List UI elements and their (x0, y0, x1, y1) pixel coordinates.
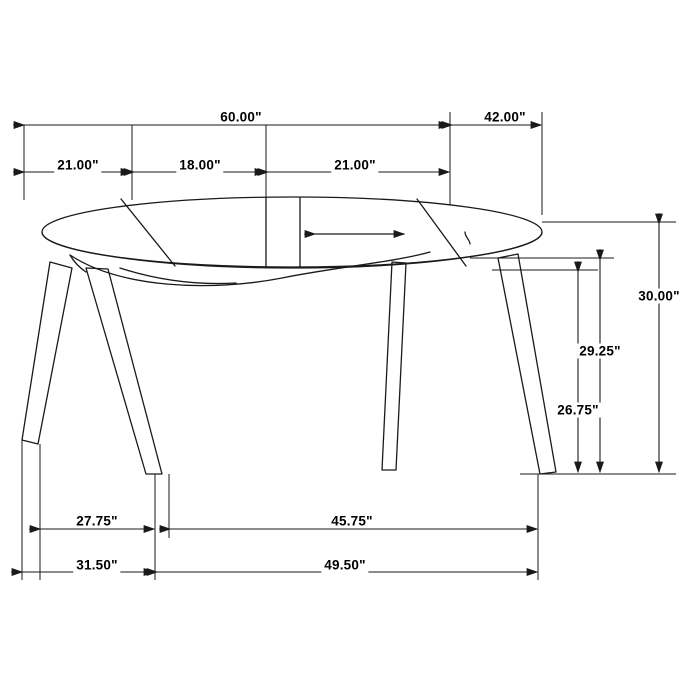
leg-rear-left (86, 268, 162, 474)
dimension-label-height-26-75: 26.75" (554, 403, 601, 418)
dimension-label-top-seg-21-left: 21.00" (54, 158, 101, 173)
table-outline-group (22, 197, 556, 474)
leg-center-right (382, 262, 406, 470)
dimension-label-base-49-50: 49.50" (321, 558, 368, 573)
leg-far-right (498, 254, 556, 474)
dimension-label-base-27-75: 27.75" (73, 514, 120, 529)
top-seam-right-curve (465, 232, 470, 244)
dimension-label-top-width-42: 42.00" (481, 110, 528, 125)
dimension-label-top-seg-18: 18.00" (176, 158, 223, 173)
apron-lower-edge (120, 268, 236, 283)
leg-front-left (22, 262, 72, 444)
dimension-label-height-30: 30.00" (635, 289, 682, 304)
dimension-label-base-45-75: 45.75" (328, 514, 375, 529)
table-top-ellipse (42, 197, 542, 267)
top-seam-left (121, 199, 175, 266)
dimension-label-top-width-60: 60.00" (217, 110, 264, 125)
dimension-label-height-29-25: 29.25" (576, 344, 623, 359)
top-seam-right (417, 199, 466, 266)
dimension-label-top-seg-21-right: 21.00" (331, 158, 378, 173)
dimension-label-base-31-50: 31.50" (73, 558, 120, 573)
